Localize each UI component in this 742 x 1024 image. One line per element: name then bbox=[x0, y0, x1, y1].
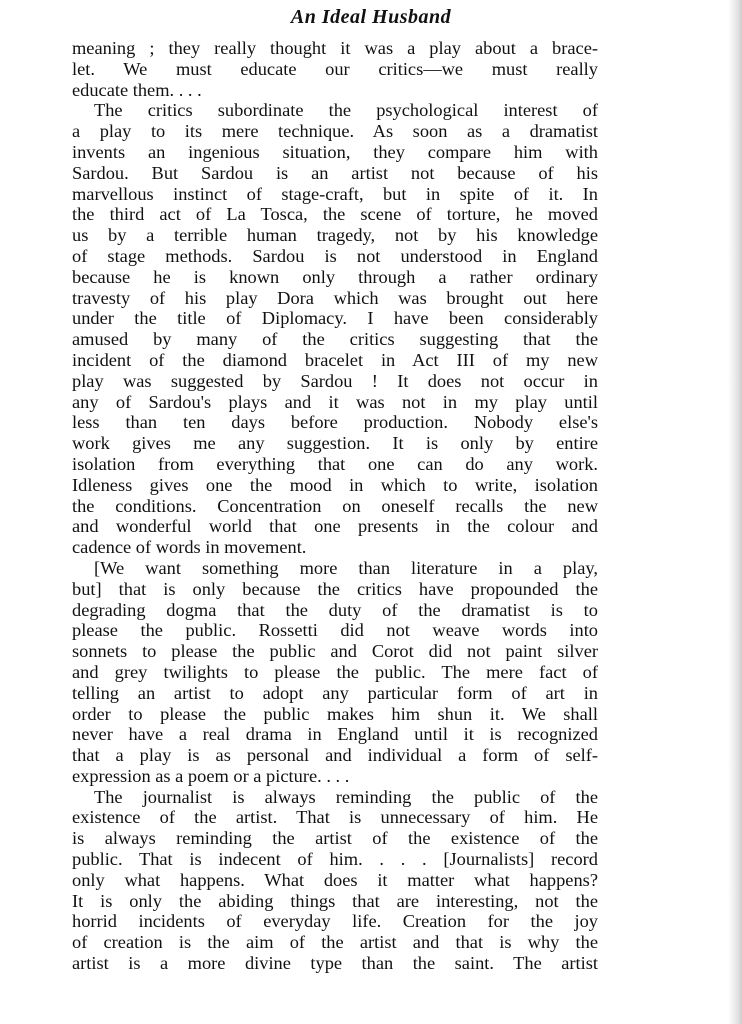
text-line: and wonderful world that one presents in the colour and bbox=[72, 516, 598, 537]
text-line: horrid incidents of everyday life. Creation for the joy bbox=[72, 911, 598, 932]
text-line: [We want something more than literature in a play, bbox=[94, 557, 598, 578]
page-edge-shadow bbox=[728, 0, 742, 1024]
text-line: travesty of his play Dora which was brought out here bbox=[72, 287, 598, 308]
text-line: us by a terrible human tragedy, not by his knowledge bbox=[72, 225, 598, 246]
text-line: existence of the artist. That is unnecessary of him. He bbox=[72, 807, 598, 828]
text-line: educate them. . . . bbox=[72, 79, 202, 100]
text-line: the conditions. Concentration on oneself recalls the new bbox=[72, 495, 598, 516]
text-line: is always reminding the artist of the existence of the bbox=[72, 828, 598, 849]
text-line: meaning ; they really thought it was a play about a brace- bbox=[72, 38, 598, 58]
text-line: amused by many of the critics suggesting that the bbox=[72, 329, 598, 350]
text-line: the third act of La Tosca, the scene of torture, he moved bbox=[72, 204, 598, 225]
text-line: Sardou. But Sardou is an artist not because of his bbox=[72, 162, 598, 183]
text-line: incident of the diamond bracelet in Act III of my new bbox=[72, 349, 598, 370]
text-line: sonnets to please the public and Corot did not paint silver bbox=[72, 641, 598, 662]
text-line: work gives me any suggestion. It is only by entire bbox=[72, 433, 598, 454]
text-line: but] that is only because the critics have propounded the bbox=[72, 578, 598, 599]
text-line: Idleness gives one the mood in which to write, isolation bbox=[72, 474, 598, 495]
text-line: invents an ingenious situation, they compare him with bbox=[72, 141, 598, 162]
text-line: under the title of Diplomacy. I have been considerably bbox=[72, 308, 598, 329]
text-line: isolation from everything that one can do any work. bbox=[72, 453, 598, 474]
text-line: The critics subordinate the psychological interest of bbox=[94, 100, 598, 121]
text-line: marvellous instinct of stage-craft, but in spite of it. In bbox=[72, 183, 598, 204]
text-line: expression as a poem or a picture. . . . bbox=[72, 765, 350, 786]
text-line: It is only the abiding things that are interesting, not the bbox=[72, 890, 598, 911]
text-line: artist is a more divine type than the saint. The artist bbox=[72, 953, 598, 974]
text-line: cadence of words in movement. bbox=[72, 537, 307, 558]
text-line: public. That is indecent of him. . . . [Journalists] record bbox=[72, 849, 598, 870]
text-line: any of Sardou's plays and it was not in my play until bbox=[72, 391, 598, 412]
running-title: An Ideal Husband bbox=[290, 6, 452, 28]
text-line: play was suggested by Sardou ! It does not occur in bbox=[72, 370, 598, 391]
text-line: degrading dogma that the duty of the dramatist is to bbox=[72, 599, 598, 620]
text-line: never have a real drama in England until it is recognized bbox=[72, 724, 598, 745]
text-line: of creation is the aim of the artist and that is why the bbox=[72, 932, 598, 953]
text-line: The journalist is always reminding the public of the bbox=[94, 786, 598, 807]
text-line: because he is known only through a rather ordinary bbox=[72, 266, 598, 287]
text-line: of stage methods. Sardou is not understood in England bbox=[72, 245, 598, 266]
text-line: and grey twilights to please the public. The mere fact of bbox=[72, 661, 598, 682]
body-text bbox=[72, 38, 598, 974]
text-line: telling an artist to adopt any particular form of art in bbox=[72, 682, 598, 703]
text-line: please the public. Rossetti did not weave words into bbox=[72, 620, 598, 641]
text-line: less than ten days before production. Nobody else's bbox=[72, 412, 598, 433]
text-line: that a play is as personal and individual a form of self- bbox=[72, 745, 598, 766]
text-line: a play to its mere technique. As soon as a dramatist bbox=[72, 121, 598, 142]
text-line: order to please the public makes him shun it. We shall bbox=[72, 703, 598, 724]
text-line: let. We must educate our critics—we must really bbox=[72, 58, 598, 79]
text-line: only what happens. What does it matter what happens? bbox=[72, 869, 598, 890]
